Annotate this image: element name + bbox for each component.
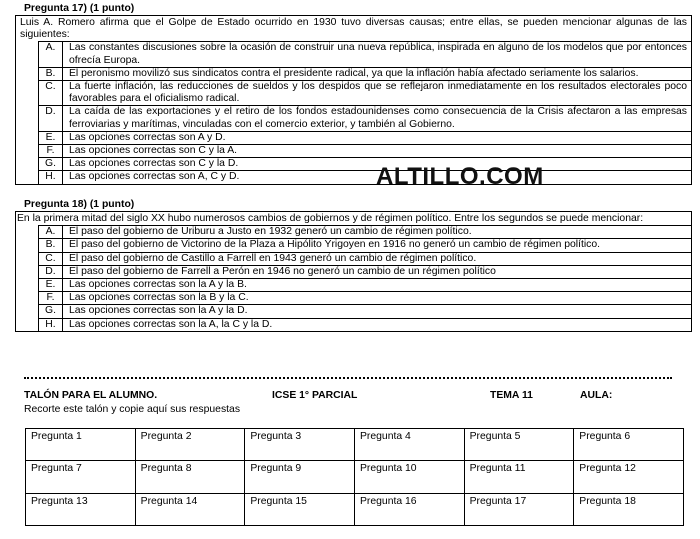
answer-cell[interactable]: Pregunta 4	[354, 429, 464, 461]
question-17-box	[15, 15, 692, 190]
answer-cell[interactable]: Pregunta 9	[245, 461, 355, 493]
option-text: El paso del gobierno de Victorino de la Plaza a Hipólito Yrigoyen en 1916 no generó un cambio de régimen político.	[69, 239, 601, 251]
question-17-options	[38, 41, 691, 190]
option-letter: F.	[39, 145, 63, 157]
option-letter: D.	[39, 266, 63, 278]
option-text: Las constantes discusiones sobre la ocasión de construir una nueva república, inspirada en alguno de los modelos que por entonces ofrecía Europa.	[69, 42, 687, 66]
option-text: El paso del gobierno de Castillo a Farrell en 1943 generó un cambio de régimen político.	[69, 252, 477, 264]
answer-cell[interactable]: Pregunta 7	[26, 461, 136, 493]
option-letter: G.	[39, 305, 63, 317]
answer-option	[39, 67, 691, 80]
question-18-title: Pregunta 18) (1 punto)	[24, 199, 135, 210]
answer-option	[39, 238, 691, 251]
answer-option	[39, 131, 691, 144]
answer-grid-row	[26, 461, 684, 493]
answer-cell[interactable]: Pregunta 17	[464, 493, 574, 525]
option-text: El paso del gobierno de Farrell a Perón en 1946 no generó un cambio de un régimen político	[69, 265, 496, 277]
aula-label: AULA:	[580, 390, 613, 401]
watermark-logo: ALTILLO.COM	[376, 163, 544, 190]
question-18-box	[15, 211, 692, 332]
answer-cell[interactable]: Pregunta 14	[135, 493, 245, 525]
option-text: Las opciones correctas son la A y la D.	[69, 305, 248, 317]
answer-cell[interactable]: Pregunta 3	[245, 429, 355, 461]
answer-cell[interactable]: Pregunta 16	[354, 493, 464, 525]
answer-option	[39, 304, 691, 317]
option-text: La fuerte inflación, las reducciones de sueldos y los despidos que se reflejaron inmediatamente en los resultados electorales poco favorables para el oficialismo radical.	[69, 81, 687, 105]
option-letter: B.	[39, 68, 63, 80]
answer-cell[interactable]: Pregunta 2	[135, 429, 245, 461]
answer-option	[39, 157, 691, 170]
question-18-stem: En la primera mitad del siglo XX hubo numerosos cambios de gobiernos y de régimen político. Entre los segundos se puede mencionar:	[17, 213, 644, 224]
answer-option	[39, 225, 691, 238]
option-text: Las opciones correctas son A, C y D.	[69, 171, 240, 183]
answer-cell[interactable]: Pregunta 11	[464, 461, 574, 493]
answer-grid-row	[26, 429, 684, 461]
answer-option	[39, 291, 691, 304]
answer-option	[39, 278, 691, 291]
cut-line	[24, 377, 672, 379]
answer-cell[interactable]: Pregunta 5	[464, 429, 574, 461]
option-text: Las opciones correctas son C y la A.	[69, 145, 238, 157]
option-letter: B.	[39, 239, 63, 251]
option-letter: G.	[39, 158, 63, 170]
option-letter: C.	[39, 253, 63, 265]
option-text: El paso del gobierno de Uriburu a Justo en 1932 generó un cambio de régimen político.	[69, 226, 472, 238]
option-letter: E.	[39, 132, 63, 144]
tema-label: TEMA 11	[490, 390, 533, 401]
option-letter: H.	[39, 319, 63, 331]
answer-option	[39, 252, 691, 265]
answer-cell[interactable]: Pregunta 1	[26, 429, 136, 461]
option-text: El peronismo movilizó sus sindicatos contra el presidente radical, ya que la inflación había afectado seriamente los salarios.	[69, 67, 639, 79]
answer-cell[interactable]: Pregunta 15	[245, 493, 355, 525]
answer-option	[39, 105, 691, 130]
answer-cell[interactable]: Pregunta 12	[574, 461, 684, 493]
option-text: Las opciones correctas son la A, la C y la D.	[69, 318, 273, 330]
option-text: Las opciones correctas son la A y la B.	[69, 279, 247, 291]
option-text: La caída de las exportaciones y el retiro de los fondos estadounidenses como consecuencia de la Crisis afectaron a las empresas ferroviarias y marítimas, vinculadas con el comercio exterior, y también al Gobierno.	[69, 106, 687, 130]
answer-option	[39, 318, 691, 331]
question-17-title: Pregunta 17) (1 punto)	[24, 3, 135, 14]
option-letter: C.	[39, 81, 63, 105]
talon-instructions: Recorte este talón y copie aquí sus respuestas	[24, 404, 241, 415]
option-text: Las opciones correctas son A y D.	[69, 131, 226, 143]
answer-option	[39, 144, 691, 157]
question-17-stem: Luis A. Romero afirma que el Golpe de Estado ocurrido en 1930 tuvo diversas causas; entre ellas, se pueden mencionar algunas de las siguientes:	[20, 17, 687, 41]
question-18-options	[38, 225, 691, 331]
option-text: Las opciones correctas son C y la D.	[69, 158, 239, 170]
option-letter: D.	[39, 106, 63, 130]
option-letter: F.	[39, 292, 63, 304]
talon-title: TALÓN PARA EL ALUMNO.	[24, 390, 158, 401]
answer-grid	[25, 428, 684, 526]
answer-cell[interactable]: Pregunta 8	[135, 461, 245, 493]
answer-cell[interactable]: Pregunta 6	[574, 429, 684, 461]
answer-option	[39, 41, 691, 66]
answer-cell[interactable]: Pregunta 18	[574, 493, 684, 525]
answer-grid-row	[26, 493, 684, 525]
option-letter: H.	[39, 171, 63, 183]
answer-cell[interactable]: Pregunta 13	[26, 493, 136, 525]
option-letter: A.	[39, 42, 63, 66]
answer-option	[39, 80, 691, 105]
option-letter: A.	[39, 226, 63, 238]
option-letter: E.	[39, 279, 63, 291]
answer-cell[interactable]: Pregunta 10	[354, 461, 464, 493]
answer-option	[39, 265, 691, 278]
exam-name: ICSE 1° PARCIAL	[272, 390, 358, 401]
option-text: Las opciones correctas son la B y la C.	[69, 292, 249, 304]
